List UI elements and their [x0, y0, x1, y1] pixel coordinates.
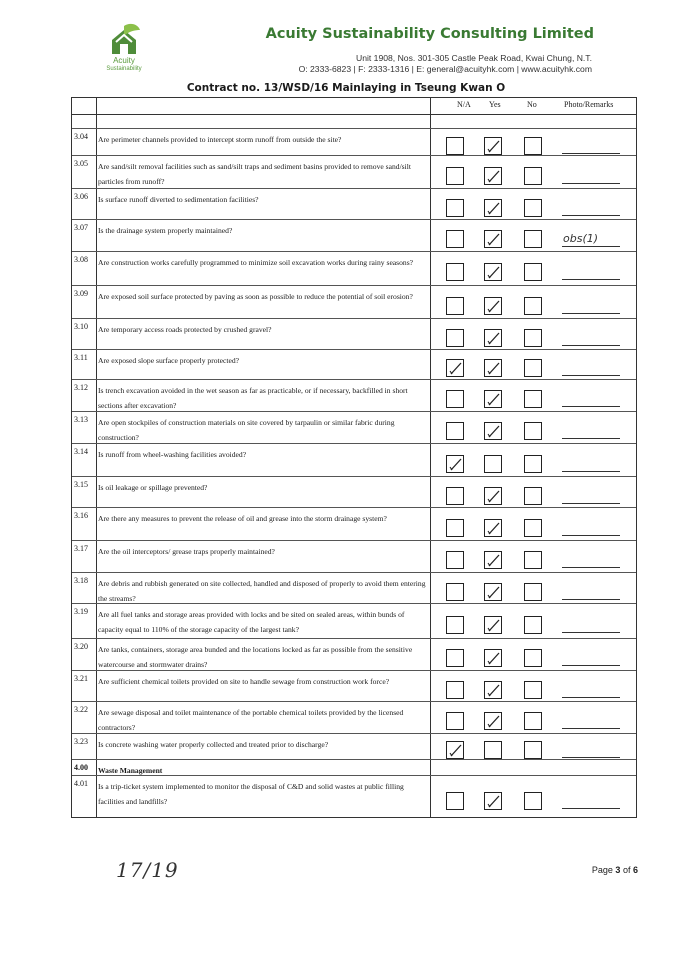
remarks-line[interactable]: [562, 438, 620, 439]
checkbox-no-icon[interactable]: [524, 649, 542, 667]
logo-brand: Acuity: [113, 56, 135, 65]
table-row: [72, 349, 636, 380]
page-label: Page: [591, 865, 613, 875]
checkbox-no-icon[interactable]: [524, 583, 542, 601]
table-row: [72, 540, 636, 573]
question-text: Is runoff from wheel-washing facilities avoided?: [98, 450, 247, 459]
remarks-line[interactable]: [562, 632, 620, 633]
remarks-line[interactable]: [562, 599, 620, 600]
question-text: Is oil leakage or spillage prevented?: [98, 483, 208, 492]
remarks-line[interactable]: [562, 375, 620, 376]
item-number: 3.20: [74, 642, 88, 651]
table-row: [72, 775, 636, 820]
page-current: 3: [615, 865, 621, 875]
checkbox-yes-icon[interactable]: [484, 551, 502, 569]
page-indicator: [592, 865, 638, 875]
checkbox-yes-icon[interactable]: [484, 681, 502, 699]
remarks-line[interactable]: [562, 535, 620, 536]
table-row: [72, 603, 636, 639]
section-title: Waste Management: [98, 766, 163, 775]
checkbox-na-icon[interactable]: [446, 359, 464, 377]
checkbox-na-icon[interactable]: [446, 167, 464, 185]
checkbox-na-icon[interactable]: [446, 712, 464, 730]
checkbox-no-icon[interactable]: [524, 712, 542, 730]
checkbox-no-icon[interactable]: [524, 199, 542, 217]
checkbox-yes-icon[interactable]: [484, 230, 502, 248]
table-row: [72, 443, 636, 477]
checkbox-yes-icon[interactable]: [484, 455, 502, 473]
checkbox-yes-icon[interactable]: [484, 649, 502, 667]
table-row: [72, 318, 636, 350]
remarks-line[interactable]: [562, 183, 620, 184]
checkbox-yes-icon[interactable]: [484, 741, 502, 759]
remarks-line[interactable]: [562, 757, 620, 758]
table-row: [72, 155, 636, 189]
checkbox-na-icon[interactable]: [446, 681, 464, 699]
company-name: Acuity Sustainability Consulting Limited: [265, 26, 594, 42]
col-remarks: Photo/Remarks: [564, 100, 614, 109]
checkbox-no-icon[interactable]: [524, 741, 542, 759]
item-number: 4.01: [74, 779, 88, 788]
table-row: [72, 411, 636, 444]
item-number: 3.05: [74, 159, 88, 168]
remarks-line[interactable]: [562, 153, 620, 154]
checkbox-yes-icon[interactable]: [484, 519, 502, 537]
checkbox-no-icon[interactable]: [524, 359, 542, 377]
checkbox-na-icon[interactable]: [446, 422, 464, 440]
checkbox-no-icon[interactable]: [524, 137, 542, 155]
item-number: 3.22: [74, 705, 88, 714]
remarks-line[interactable]: [562, 728, 620, 729]
item-number: 3.04: [74, 132, 88, 141]
question-text: Are exposed soil surface protected by paving as soon as possible to reduce the potential of soil erosion?: [98, 292, 413, 301]
question-text: Is trench excavation avoided in the wet season as far as practicable, or if necessary, backfilled in short sections after excavation?: [98, 386, 408, 410]
contract-title: Contract no. 13/WSD/16 Mainlaying in Tseung Kwan O: [186, 82, 506, 94]
question-text: Are tanks, containers, storage area bunded and the locations locked as far as possible from the sensitive watercourse and stormwater drains?: [98, 645, 413, 669]
remarks-line[interactable]: [562, 567, 620, 568]
table-row: [72, 572, 636, 604]
table-row: [72, 638, 636, 671]
question-text: Are the oil interceptors/ grease traps properly maintained?: [98, 547, 275, 556]
checklist-table: [71, 97, 637, 818]
question-text: Are perimeter channels provided to intercept storm runoff from outside the site?: [98, 135, 342, 144]
remarks-line[interactable]: [562, 697, 620, 698]
question-text: Are debris and rubbish generated on site collected, handled and disposed of properly to avoid them entering the streams?: [98, 579, 426, 603]
remarks-line[interactable]: [562, 406, 620, 407]
checkbox-no-icon[interactable]: [524, 487, 542, 505]
question-text: Are all fuel tanks and storage areas provided with locks and be sited on sealed areas, within bunds of capacity equal to 110% of the storage capacity of the largest tank?: [98, 610, 405, 634]
checkbox-no-icon[interactable]: [524, 616, 542, 634]
question-text: Are there any measures to prevent the release of oil and grease into the storm drainage system?: [98, 514, 387, 523]
remarks-line[interactable]: [562, 313, 620, 314]
checkbox-yes-icon[interactable]: [484, 422, 502, 440]
checkbox-na-icon[interactable]: [446, 519, 464, 537]
col-na: N/A: [457, 100, 471, 109]
checkbox-no-icon[interactable]: [524, 681, 542, 699]
logo-caption: [96, 56, 152, 74]
checkbox-na-icon[interactable]: [446, 616, 464, 634]
checkbox-na-icon[interactable]: [446, 199, 464, 217]
remarks-line[interactable]: [562, 345, 620, 346]
item-number: 3.09: [74, 289, 88, 298]
table-row: [72, 733, 636, 760]
checkbox-no-icon[interactable]: [524, 297, 542, 315]
table-row: [72, 251, 636, 286]
checkbox-no-icon[interactable]: [524, 329, 542, 347]
remarks-line[interactable]: [562, 503, 620, 504]
item-number: 3.17: [74, 544, 88, 553]
checkbox-yes-icon[interactable]: [484, 390, 502, 408]
checkbox-no-icon[interactable]: [524, 167, 542, 185]
checkbox-yes-icon[interactable]: [484, 263, 502, 281]
item-number: 3.12: [74, 383, 88, 392]
checkbox-yes-icon[interactable]: [484, 712, 502, 730]
checkbox-na-icon[interactable]: [446, 487, 464, 505]
checkbox-yes-icon[interactable]: [484, 167, 502, 185]
question-text: Are open stockpiles of construction materials on site covered by tarpaulin or similar fabric during construction?: [98, 418, 395, 442]
item-number: 3.07: [74, 223, 88, 232]
checkbox-na-icon[interactable]: [446, 551, 464, 569]
table-row: [72, 128, 636, 156]
question-text: Are sand/silt removal facilities such as sand/silt traps and sediment basins provided to remove sand/silt particles from runoff?: [98, 162, 411, 186]
checkbox-no-icon[interactable]: [524, 519, 542, 537]
checkbox-na-icon[interactable]: [446, 649, 464, 667]
handwritten-page-number: 17/19: [116, 858, 179, 882]
company-contacts: O: 2333-6823 | F: 2333-1316 | E: general@acuityhk.com | www.acuityhk.com: [298, 64, 592, 74]
question-text: Are construction works carefully programmed to minimize soil excavation works during rainy seasons?: [98, 258, 414, 267]
table-header: [72, 98, 636, 115]
item-number: 3.19: [74, 607, 88, 616]
remarks-line[interactable]: [562, 215, 620, 216]
checkbox-no-icon[interactable]: [524, 422, 542, 440]
checkbox-no-icon[interactable]: [524, 551, 542, 569]
question-text: Is the drainage system properly maintained?: [98, 226, 233, 235]
checkbox-yes-icon[interactable]: [484, 359, 502, 377]
checkbox-na-icon[interactable]: [446, 583, 464, 601]
question-text: Are exposed slope surface properly protected?: [98, 356, 240, 365]
item-number: 3.15: [74, 480, 88, 489]
remarks-line[interactable]: [562, 246, 620, 247]
remarks-line[interactable]: [562, 808, 620, 809]
page-total: 6: [632, 865, 638, 875]
logo-sub: Sustainability: [106, 66, 142, 72]
item-number: 3.23: [74, 737, 88, 746]
checkbox-yes-icon[interactable]: [484, 616, 502, 634]
col-no: No: [527, 100, 537, 109]
remarks-line[interactable]: [562, 471, 620, 472]
section-row: [72, 759, 636, 776]
page-of: of: [622, 865, 631, 875]
item-number: 4.00: [74, 763, 88, 772]
item-number: 3.16: [74, 511, 88, 520]
question-text: Is surface runoff diverted to sedimentation facilities?: [98, 195, 259, 204]
table-row: [72, 701, 636, 734]
table-row: [72, 670, 636, 702]
remark-text: obs(1): [563, 232, 599, 245]
item-number: 3.08: [74, 255, 88, 264]
table-row: [72, 379, 636, 412]
checkbox-na-icon[interactable]: [446, 390, 464, 408]
checkbox-na-icon[interactable]: [446, 455, 464, 473]
checkbox-no-icon[interactable]: [524, 390, 542, 408]
remarks-line[interactable]: [562, 279, 620, 280]
question-text: Is a trip-ticket system implemented to monitor the disposal of C&D and solid wastes at public filling facilities and landfills?: [98, 782, 404, 806]
item-number: 3.11: [74, 353, 88, 362]
col-yes: Yes: [489, 100, 501, 109]
company-address: Unit 1908, Nos. 301-305 Castle Peak Road, Kwai Chung, N.T.: [356, 53, 592, 63]
checkbox-na-icon[interactable]: [446, 263, 464, 281]
checkbox-yes-icon[interactable]: [484, 199, 502, 217]
question-text: Are sewage disposal and toilet maintenance of the portable chemical toilets provided by the licensed contractors?: [98, 708, 404, 732]
table-row: [72, 507, 636, 541]
checkbox-na-icon[interactable]: [446, 137, 464, 155]
item-number: 3.14: [74, 447, 88, 456]
checkbox-na-icon[interactable]: [446, 230, 464, 248]
checkbox-yes-icon[interactable]: [484, 297, 502, 315]
item-number: 3.13: [74, 415, 88, 424]
checkbox-no-icon[interactable]: [524, 792, 542, 810]
checkbox-yes-icon[interactable]: [484, 487, 502, 505]
item-number: 3.10: [74, 322, 88, 331]
item-number: 3.21: [74, 674, 88, 683]
checkbox-yes-icon[interactable]: [484, 583, 502, 601]
table-row: [72, 188, 636, 220]
checkbox-no-icon[interactable]: [524, 263, 542, 281]
question-text: Is concrete washing water properly collected and treated prior to discharge?: [98, 740, 329, 749]
checkbox-no-icon[interactable]: [524, 455, 542, 473]
checkbox-yes-icon[interactable]: [484, 329, 502, 347]
item-number: 3.18: [74, 576, 88, 585]
checkbox-na-icon[interactable]: [446, 329, 464, 347]
checkbox-no-icon[interactable]: [524, 230, 542, 248]
remarks-line[interactable]: [562, 665, 620, 666]
checkbox-na-icon[interactable]: [446, 792, 464, 810]
checkbox-yes-icon[interactable]: [484, 137, 502, 155]
checkbox-yes-icon[interactable]: [484, 792, 502, 810]
checkbox-na-icon[interactable]: [446, 741, 464, 759]
table-row: [72, 219, 636, 252]
question-text: Are sufficient chemical toilets provided on site to handle sewage from construction work force?: [98, 677, 390, 686]
table-row: [72, 476, 636, 508]
question-text: Are temporary access roads protected by crushed gravel?: [98, 325, 272, 334]
item-number: 3.06: [74, 192, 88, 201]
checkbox-na-icon[interactable]: [446, 297, 464, 315]
table-row: [72, 285, 636, 319]
